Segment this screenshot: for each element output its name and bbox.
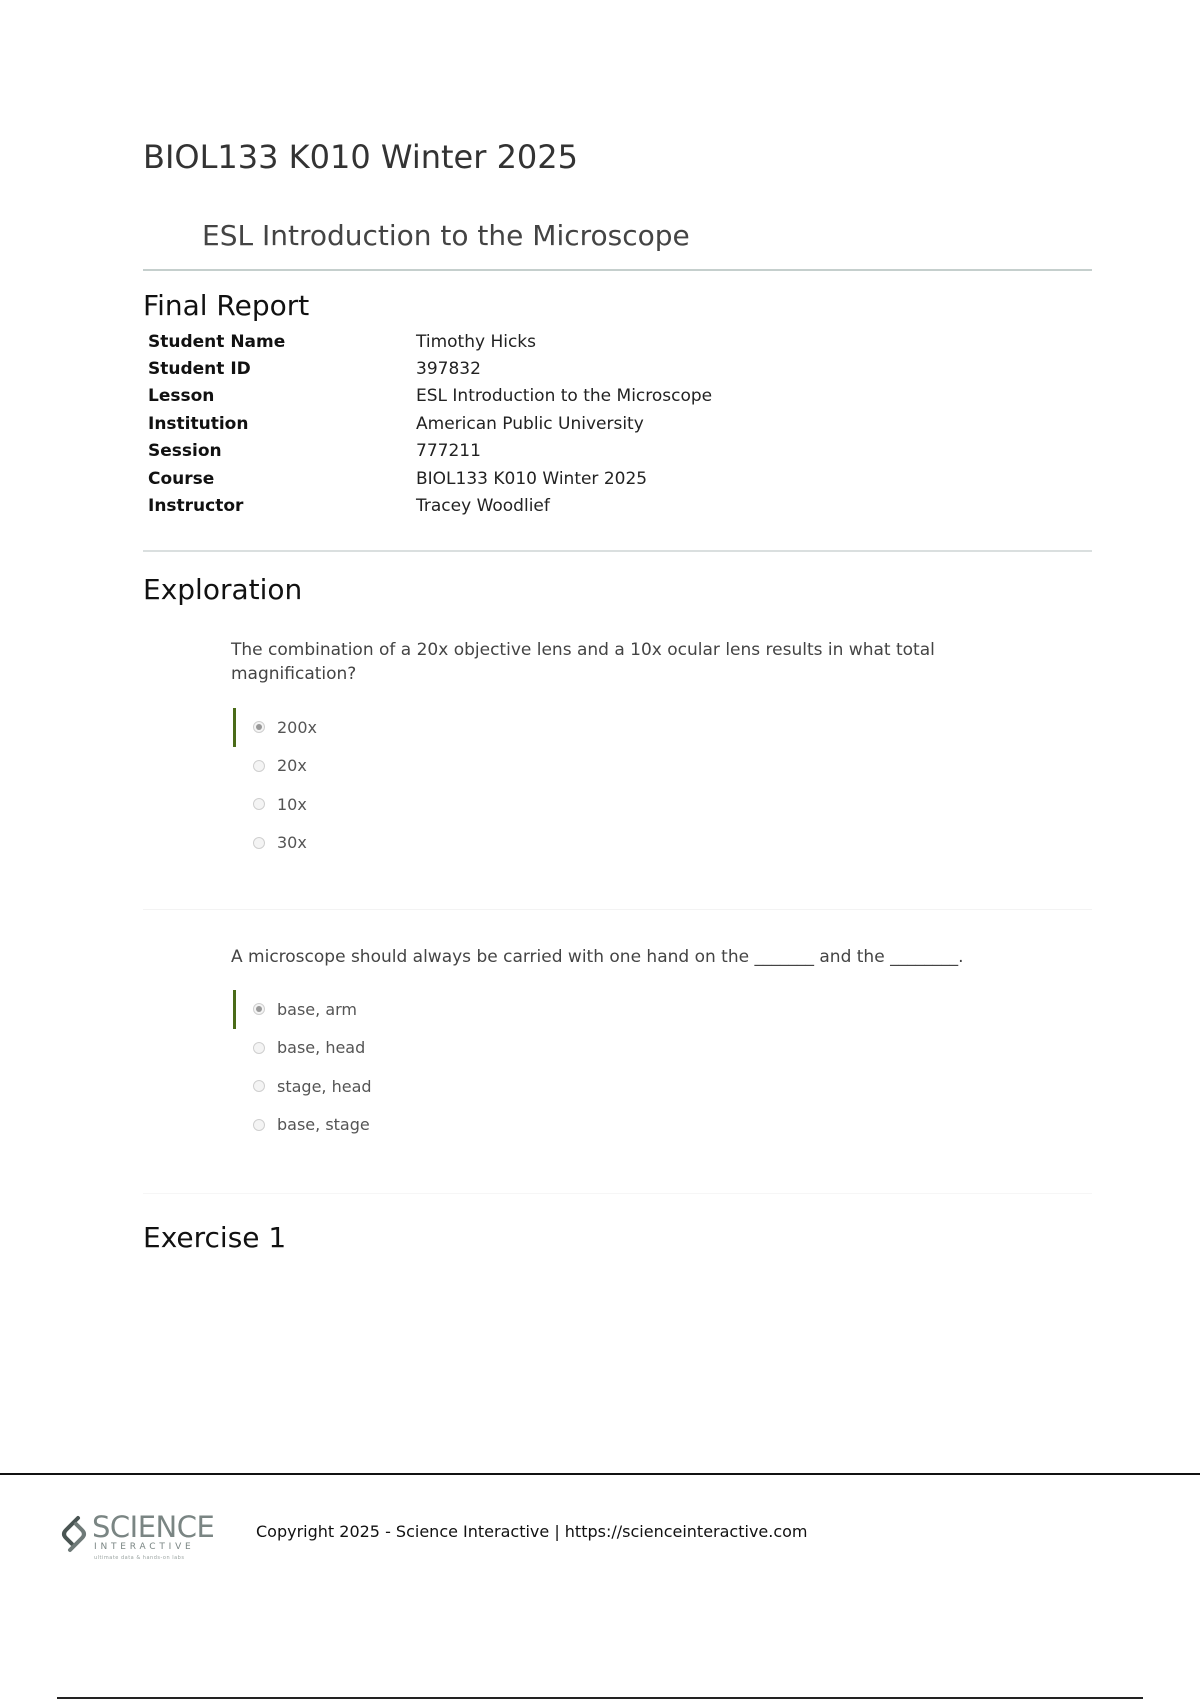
radio-icon[interactable] [253, 760, 265, 772]
info-label: Student Name [148, 331, 286, 352]
report-heading: Final Report [143, 289, 310, 322]
radio-icon[interactable] [253, 1119, 265, 1131]
question-1-options [233, 708, 317, 862]
page-bottom-rule [57, 1697, 1143, 1699]
question-divider [143, 1193, 1092, 1194]
info-row-course [148, 465, 712, 492]
copyright-text: Copyright 2025 - Science Interactive | https://scienceinteractive.com [256, 1522, 808, 1541]
radio-icon[interactable] [253, 798, 265, 810]
course-title: BIOL133 K010 Winter 2025 [143, 138, 578, 176]
section-divider [143, 550, 1092, 552]
option-20x[interactable] [233, 747, 317, 786]
exercise-1-heading: Exercise 1 [143, 1221, 287, 1254]
option-base-head[interactable] [233, 1029, 372, 1068]
info-label: Session [148, 441, 222, 462]
logo-tagline: ultimate data & hands-on labs [94, 1555, 185, 1561]
student-info-table [148, 328, 712, 520]
info-row-instructor [148, 492, 712, 519]
info-row-lesson [148, 383, 712, 410]
logo-subtitle: INTERACTIVE [94, 1542, 195, 1552]
info-row-student-name [148, 328, 712, 355]
info-value: ESL Introduction to the Microscope [416, 386, 713, 407]
info-value: 397832 [416, 359, 481, 380]
question-divider [143, 909, 1092, 910]
info-label: Student ID [148, 359, 251, 380]
radio-icon[interactable] [253, 1080, 265, 1092]
option-stage-head[interactable] [233, 1067, 372, 1106]
option-label: 30x [277, 833, 307, 853]
option-label: base, head [277, 1038, 366, 1058]
option-30x[interactable] [233, 824, 317, 863]
logo-mark-icon [58, 1514, 90, 1554]
option-label: 20x [277, 756, 307, 776]
option-10x[interactable] [233, 785, 317, 824]
question-1-text: The combination of a 20x objective lens and a 10x ocular lens results in what total magnification? [231, 640, 935, 684]
option-base-stage[interactable] [233, 1106, 372, 1145]
info-label: Course [148, 468, 215, 489]
info-value: American Public University [416, 413, 644, 434]
lesson-title: ESL Introduction to the Microscope [202, 219, 690, 252]
header-divider [143, 269, 1092, 271]
radio-selected-icon[interactable] [253, 1003, 265, 1015]
info-value: BIOL133 K010 Winter 2025 [416, 468, 648, 489]
info-label: Institution [148, 413, 249, 434]
option-label: 200x [277, 717, 318, 737]
option-label: 10x [277, 794, 307, 814]
info-row-institution [148, 410, 712, 437]
question-2-text: A microscope should always be carried with one hand on the _______ and the ________. [231, 947, 964, 967]
option-label: base, arm [277, 999, 357, 1019]
info-value: Timothy Hicks [416, 331, 537, 352]
radio-icon[interactable] [253, 1042, 265, 1054]
exploration-heading: Exploration [143, 573, 303, 606]
question-2-options [233, 990, 372, 1144]
radio-icon[interactable] [253, 837, 265, 849]
info-row-session [148, 438, 712, 465]
option-label: base, stage [277, 1115, 370, 1135]
option-label: stage, head [277, 1076, 372, 1096]
science-interactive-logo [58, 1510, 218, 1560]
radio-selected-icon[interactable] [253, 721, 265, 733]
logo-wordmark: SCIENCE [92, 1510, 215, 1544]
info-row-student-id [148, 355, 712, 382]
info-label: Instructor [148, 496, 244, 517]
info-value: 777211 [416, 441, 481, 462]
option-200x[interactable] [233, 708, 317, 747]
info-value: Tracey Woodlief [416, 496, 550, 517]
footer-divider [0, 1473, 1200, 1475]
option-base-arm[interactable] [233, 990, 372, 1029]
info-label: Lesson [148, 386, 215, 407]
